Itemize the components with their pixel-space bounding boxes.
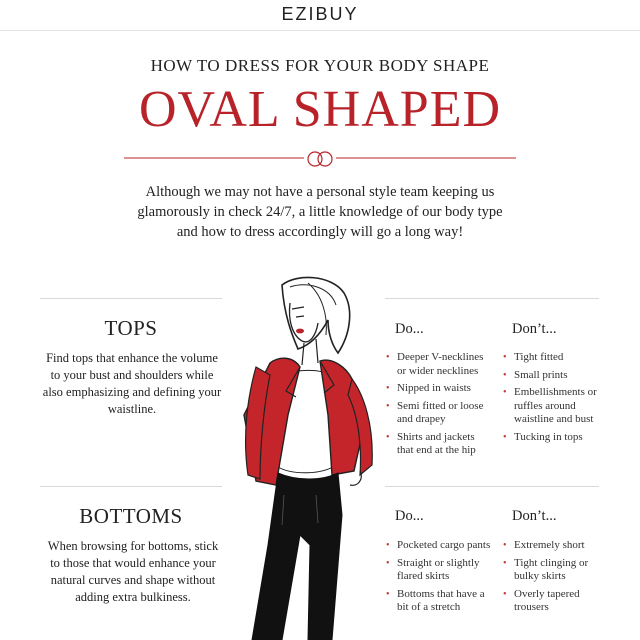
bottoms-do-heading: Do... [395,508,424,524]
list-item: • Extremely short [503,539,585,551]
intro-line: Although we may not have a personal style team keeping us [145,184,495,200]
bottoms-description [36,538,230,606]
bottoms-desc-line: When browsing for bottoms, stick [47,539,219,553]
intro-text [120,182,520,242]
bullet-icon: • [503,557,507,569]
tops-do-heading: Do... [395,321,424,337]
list-item: • Semi fitted or loose and drapey [386,399,484,425]
list-item: • Shirts and jackets that end at the hip [386,430,476,456]
bullet-icon: • [503,387,507,398]
bullet-icon: • [503,540,507,551]
bullet-icon: • [503,431,507,443]
bullet-icon: • [503,588,507,600]
bottoms-desc-line: natural curves and shape without [50,573,216,587]
bottoms-desc-line: adding extra bulkiness. [75,590,191,604]
bottoms-desc-line: to those that would enhance your [50,556,216,570]
bullet-icon: • [386,540,390,551]
bullet-icon: • [386,383,390,394]
list-item: • Tight clinging or bulky skirts [503,556,589,582]
intro-line: glamorously in check 24/7, a little knowledge of our body type [137,204,503,220]
bullet-icon: • [386,557,390,569]
tops-dont-heading: Don’t... [512,321,557,337]
bullet-icon: • [386,400,390,412]
list-item: • Tucking in tops [503,430,583,443]
list-item: • Embellishments or ruffles around waistline and bust [503,386,597,425]
page-kicker: HOW TO DRESS FOR YOUR BODY SHAPE [150,56,490,75]
list-item: • Deeper V-necklines or wider necklines [386,351,484,377]
divider [385,298,599,299]
tops-description [36,350,228,418]
bottoms-dont-heading: Don’t... [512,508,557,524]
bottoms-heading: BOTTOMS [79,504,183,528]
list-item: • Overly tapered trousers [503,587,580,613]
list-item: • Small prints [503,368,568,381]
bullet-icon: • [386,431,390,443]
list-item: • Bottoms that have a bit of a stretch [386,587,485,613]
tops-heading: TOPS [104,316,158,340]
bullet-icon: • [503,369,507,381]
bullet-icon: • [503,352,507,363]
bottoms-dont-list [503,539,613,619]
bullet-icon: • [386,588,390,600]
divider [385,486,599,487]
tops-desc-line: to your bust and shoulders while [50,368,214,382]
fashion-illustration [212,275,392,640]
page-title: OVAL SHAPED [138,81,502,138]
list-item: • Straight or slightly flared skirts [386,556,480,582]
divider [40,486,222,487]
list-item: • Tight fitted [503,351,564,363]
rings-ornament-icon [124,148,516,168]
tops-desc-line: waistline. [107,402,157,416]
list-item: • Nipped in waists [386,382,471,394]
brand-logo[interactable]: EZIBUY [281,4,359,24]
intro-line: and how to dress accordingly will go a long way! [176,224,464,240]
bottoms-do-list [386,539,504,619]
list-item: • Pocketed cargo pants [386,539,491,551]
bullet-icon: • [386,352,390,363]
tops-dont-list [503,351,613,448]
tops-do-list [386,351,504,462]
top-bar [0,0,640,31]
tops-desc-line: also emphasizing and defining your [42,385,222,399]
tops-desc-line: Find tops that enhance the volume [46,351,218,365]
divider [40,298,222,299]
